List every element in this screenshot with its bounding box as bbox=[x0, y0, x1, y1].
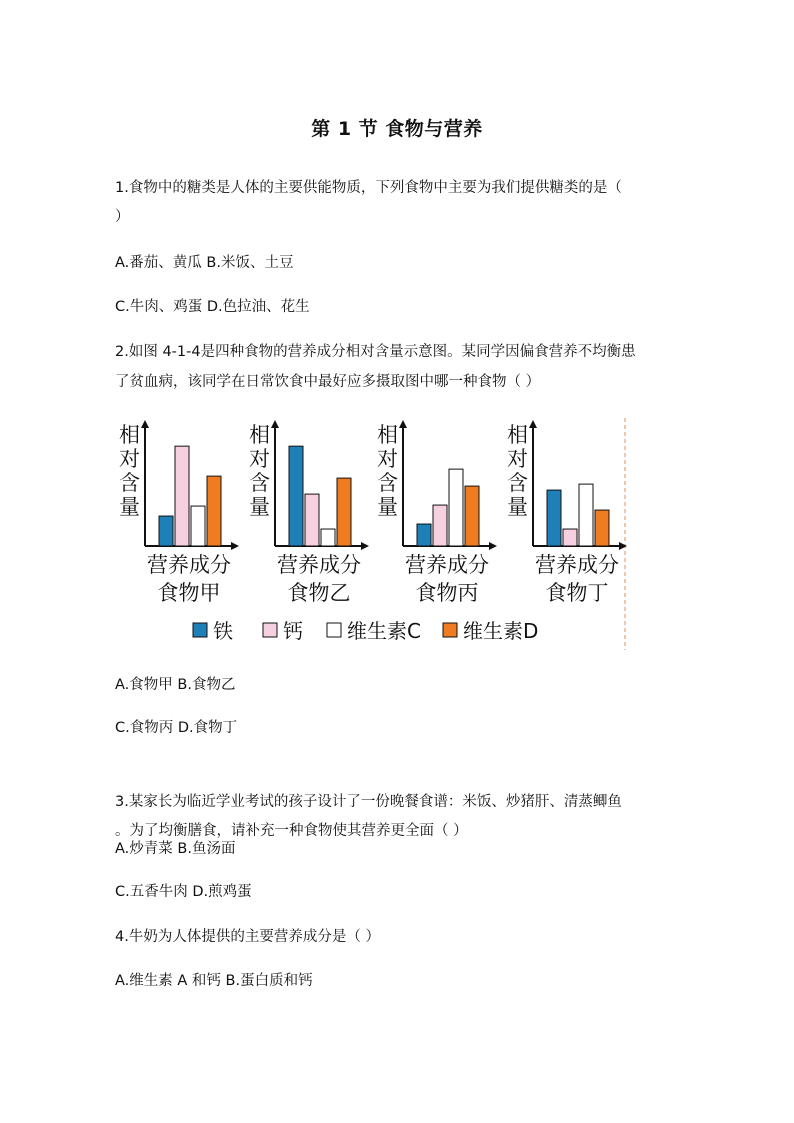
y-axis-arrow bbox=[399, 420, 407, 428]
x-axis-arrow bbox=[619, 542, 627, 550]
legend-label: 维生素D bbox=[463, 619, 539, 643]
bar-0 bbox=[289, 446, 303, 546]
page-title: 第 1 节 食物与营养 bbox=[311, 118, 483, 140]
y-axis-label-char: 相 bbox=[507, 423, 528, 447]
y-axis-label-char: 相 bbox=[119, 423, 140, 447]
q2-options-cd: C.食物丙 D.食物丁 bbox=[115, 720, 238, 736]
legend-swatch bbox=[443, 623, 457, 637]
q1-stem-line2: ） bbox=[115, 209, 130, 225]
y-axis-label-char: 相 bbox=[377, 423, 398, 447]
y-axis-label-char: 量 bbox=[507, 495, 528, 519]
bar-3 bbox=[207, 476, 221, 546]
bar-2 bbox=[449, 469, 463, 546]
q1-stem-line1: 1.食物中的糖类是人体的主要供能物质，下列食物中主要为我们提供糖类的是（ bbox=[115, 180, 622, 196]
y-axis-label-char: 相 bbox=[249, 423, 270, 447]
x-axis-arrow bbox=[489, 542, 497, 550]
bar-3 bbox=[465, 486, 479, 546]
bar-3 bbox=[595, 510, 609, 546]
bar-1 bbox=[305, 494, 319, 546]
bar-1 bbox=[433, 505, 447, 546]
bar-1 bbox=[563, 529, 577, 546]
legend-label: 钙 bbox=[283, 619, 303, 643]
q2-stem-line1: 2.如图 4-1-4是四种食物的营养成分相对含量示意图。某同学因偏食营养不均衡患 bbox=[115, 344, 636, 360]
y-axis-arrow bbox=[529, 420, 537, 428]
y-axis-arrow bbox=[271, 420, 279, 428]
bar-1 bbox=[175, 446, 189, 546]
bar-0 bbox=[159, 516, 173, 546]
q1-options-cd: C.牛肉、鸡蛋 D.色拉油、花生 bbox=[115, 299, 310, 315]
y-axis-label-char: 对 bbox=[249, 447, 270, 471]
legend-label: 维生素C bbox=[347, 619, 421, 643]
legend-swatch bbox=[193, 623, 207, 637]
x-axis-arrow bbox=[361, 542, 369, 550]
q3-stem-line1: 3.某家长为临近学业考试的孩子设计了一份晚餐食谱：米饭、炒猪肝、清蒸鲫鱼 bbox=[115, 794, 622, 810]
y-axis-label-char: 含 bbox=[119, 471, 140, 495]
y-axis-label-char: 含 bbox=[377, 471, 398, 495]
q2-options-ab: A.食物甲 B.食物乙 bbox=[115, 677, 236, 693]
q3-options-cd: C.五香牛肉 D.煎鸡蛋 bbox=[115, 884, 252, 900]
y-axis-label-char: 含 bbox=[249, 471, 270, 495]
panel-name: 食物丁 bbox=[545, 581, 609, 605]
q4-options-ab: A.维生素 A 和钙 B.蛋白质和钙 bbox=[115, 973, 313, 989]
bar-0 bbox=[417, 524, 431, 546]
y-axis-label-char: 对 bbox=[377, 447, 398, 471]
y-axis-label-char: 量 bbox=[377, 495, 398, 519]
panel-name: 食物乙 bbox=[287, 581, 351, 605]
y-axis-arrow bbox=[141, 420, 149, 428]
legend-swatch bbox=[263, 623, 277, 637]
q2-stem-line2: 了贫血病，该同学在日常饮食中最好应多摄取图中哪一种食物（ ） bbox=[115, 374, 541, 390]
y-axis-label-char: 量 bbox=[249, 495, 270, 519]
q3-stem-line2: 。为了均衡膳食，请补充一种食物使其营养更全面（ ） bbox=[115, 823, 468, 839]
nutrient-chart-figure bbox=[115, 410, 635, 655]
y-axis-label-char: 量 bbox=[119, 495, 140, 519]
panel-name: 食物甲 bbox=[157, 581, 221, 605]
bar-0 bbox=[547, 490, 561, 546]
q3-options-ab: A.炒青菜 B.鱼汤面 bbox=[115, 841, 236, 857]
x-axis-arrow bbox=[231, 542, 239, 550]
bar-2 bbox=[321, 529, 335, 546]
x-axis-label: 营养成分 bbox=[535, 553, 619, 577]
bar-3 bbox=[337, 478, 351, 546]
q1-options-ab: A.番茄、黄瓜 B.米饭、土豆 bbox=[115, 255, 294, 271]
legend-label: 铁 bbox=[213, 619, 233, 643]
y-axis-label-char: 含 bbox=[507, 471, 528, 495]
nutrient-chart bbox=[115, 410, 635, 655]
bar-2 bbox=[579, 484, 593, 546]
bar-2 bbox=[191, 506, 205, 546]
legend-swatch bbox=[327, 623, 341, 637]
y-axis-label-char: 对 bbox=[507, 447, 528, 471]
q4-stem: 4.牛奶为人体提供的主要营养成分是（ ） bbox=[115, 929, 380, 945]
x-axis-label: 营养成分 bbox=[277, 553, 361, 577]
panel-name: 食物丙 bbox=[415, 581, 479, 605]
y-axis-label-char: 对 bbox=[119, 447, 140, 471]
x-axis-label: 营养成分 bbox=[147, 553, 231, 577]
x-axis-label: 营养成分 bbox=[405, 553, 489, 577]
